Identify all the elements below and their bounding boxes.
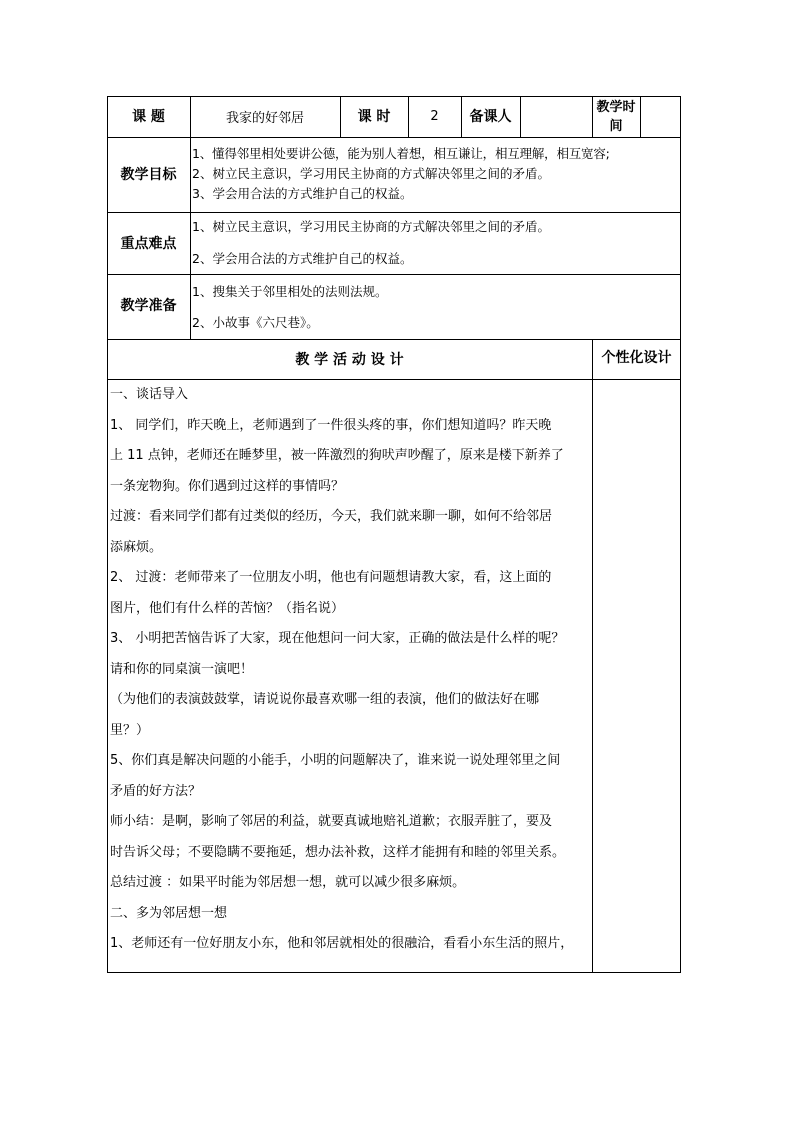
activity-line: 1、 同学们，昨天晚上，老师遇到了一件很头疼的事，你们想知道吗？昨天晚 (110, 417, 552, 433)
activity-line: 二、多为邻居想一想 (110, 905, 228, 921)
keypoints-label: 重点难点 (120, 236, 177, 252)
activity-line: 一条宠物狗。你们遇到过这样的事情吗？ (110, 478, 345, 494)
activity-line: 3、 小明把苦恼告诉了大家，现在他想问一问大家，正确的做法是什么样的呢？ (110, 631, 565, 646)
row-divider-goals (107, 212, 681, 213)
activity-line: 时告诉父母；不要隐瞒不要拖延，想办法补救，这样才能拥有和睦的邻里关系。 (110, 844, 566, 860)
time-label-line-2: 间 (609, 119, 623, 134)
col-divider-1 (190, 96, 191, 339)
row-divider-header (107, 137, 681, 138)
goal-item: 3、学会用合法的方式维护自己的权益。 (192, 186, 413, 201)
topic-value: 我家的好邻居 (225, 111, 304, 126)
preparer-label: 备课人 (469, 109, 512, 125)
goal-item: 1、懂得邻里相处要讲公德，能为别人着想，相互谦让，相互理解，相互宽容; (192, 146, 610, 161)
activity-line: 添麻烦。 (110, 539, 163, 555)
row-divider-keypoints (107, 274, 681, 275)
preparation-label: 教学准备 (120, 298, 177, 314)
preparation-item: 1、搜集关于邻里相处的法则法规。 (192, 284, 388, 299)
activity-line: 过渡：看来同学们都有过类似的经历，今天，我们就来聊一聊，如何不给邻居 (110, 509, 553, 524)
activity-line: 矛盾的好方法？ (110, 783, 202, 799)
activity-line: 请和你的同桌演一演吧！ (110, 661, 254, 677)
personalized-design-title: 个性化设计 (601, 350, 672, 366)
activity-line: 1、老师还有一位好朋友小东，他和邻居就相处的很融洽，看看小东生活的照片， (110, 936, 574, 951)
activity-line: （为他们的表演鼓鼓掌，请说说你最喜欢哪一组的表演，他们的做法好在哪 (110, 692, 540, 707)
keypoint-item: 2、学会用合法的方式维护自己的权益。 (192, 251, 413, 266)
activity-line: 一、谈话导入 (110, 387, 189, 402)
col-divider-7 (640, 96, 641, 137)
activity-line: 里？） (110, 722, 150, 738)
activity-line: 图片，他们有什么样的苦恼？（指名说） (110, 600, 345, 616)
row-divider-preparation (107, 339, 681, 340)
col-divider-side (592, 339, 593, 973)
activity-line: 师小结：是啊，影响了邻居的利益，就要真诚地赔礼道歉；衣服弄脏了，要及 (110, 814, 553, 829)
activity-line: 2、 过渡：老师带来了一位朋友小明，他也有问题想请教大家，看，这上面的 (110, 570, 552, 585)
lesson-label: 课 时 (357, 109, 391, 125)
goal-item: 2、树立民主意识，学习用民主协商的方式解决邻里之间的矛盾。 (192, 166, 550, 181)
topic-label: 课 题 (132, 109, 165, 125)
goals-label: 教学目标 (120, 167, 177, 183)
time-label-line-1: 教学时 (596, 100, 636, 115)
activity-title: 教 学 活 动 设 计 (295, 352, 404, 368)
activity-line: 上 11 点钟，老师还在睡梦里，被一阵激烈的狗吠声吵醒了，原来是楼下新养了 (110, 448, 564, 463)
activity-line: 总结过渡 ：如果平时能为邻居想一想，就可以减少很多麻烦。 (110, 875, 466, 890)
preparation-item: 2、小故事《六尺巷》。 (192, 315, 319, 330)
activity-line: 5、你们真是解决问题的小能手，小明的问题解决了，谁来说一说处理邻里之间 (110, 753, 561, 768)
lesson-value: 2 (430, 109, 439, 124)
row-divider-activity-title (107, 379, 681, 380)
keypoint-item: 1、树立民主意识，学习用民主协商的方式解决邻里之间的矛盾。 (192, 219, 550, 234)
col-divider-5 (520, 96, 521, 137)
